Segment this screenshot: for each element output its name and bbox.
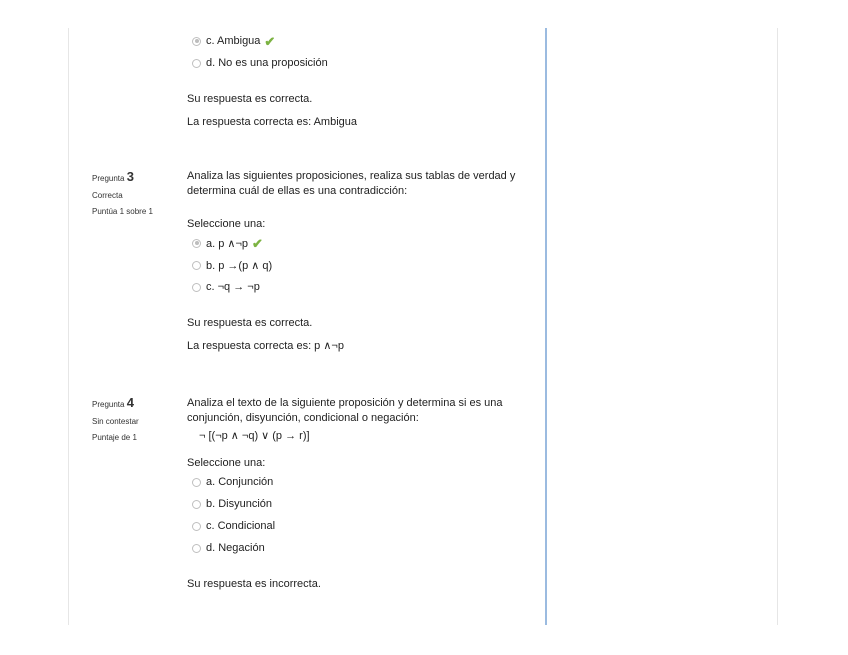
question-2-content — [187, 30, 357, 130]
radio-icon[interactable] — [192, 522, 201, 531]
option-label: d. Negación — [206, 542, 265, 554]
select-prompt: Seleccione una: — [187, 218, 266, 230]
column-divider — [545, 28, 547, 625]
left-border — [68, 28, 69, 625]
q2-right-answer: La respuesta correcta es: Ambigua — [187, 116, 357, 128]
q4-option-d[interactable] — [192, 537, 522, 559]
radio-icon[interactable] — [192, 59, 201, 68]
q4-feedback: Su respuesta es incorrecta. — [187, 578, 321, 590]
option-label: c. Ambigua — [206, 35, 261, 47]
q4-option-b[interactable] — [192, 493, 522, 515]
question-label: Pregunta — [92, 174, 125, 183]
q3-option-b[interactable] — [192, 254, 522, 276]
q3-right-answer: La respuesta correcta es: p ∧¬p — [187, 340, 344, 352]
question-state: Sin contestar — [92, 416, 139, 426]
q2-option-c[interactable] — [192, 30, 357, 52]
question-number: 3 — [126, 169, 134, 184]
q3-feedback: Su respuesta es correcta. — [187, 317, 313, 329]
option-label: a. Conjunción — [206, 476, 274, 488]
select-prompt: Seleccione una: — [187, 457, 266, 469]
question-4-content — [187, 396, 522, 592]
radio-icon[interactable] — [192, 500, 201, 509]
question-formula: ¬ [(¬p ∧ ¬q) ∨ (p → r)] — [199, 430, 310, 442]
q4-option-a[interactable] — [192, 471, 522, 493]
question-grade: Puntaje de 1 — [92, 433, 137, 443]
check-icon: ✔ — [252, 235, 263, 251]
radio-icon[interactable] — [192, 37, 201, 46]
question-number: 4 — [126, 395, 134, 410]
question-text: Analiza el texto de la siguiente proposición y determina si es una conjunción, disyunción, condicional o negación: — [187, 397, 503, 424]
radio-icon[interactable] — [192, 261, 201, 270]
option-label: b. Disyunción — [206, 498, 273, 510]
option-label: c. Condicional — [206, 520, 276, 532]
check-icon: ✔ — [264, 33, 276, 49]
option-label: c. ¬q → ¬p — [206, 281, 260, 293]
question-label: Pregunta — [92, 400, 125, 409]
q3-option-a[interactable] — [192, 232, 522, 254]
radio-icon[interactable] — [192, 283, 201, 292]
radio-icon[interactable] — [192, 544, 201, 553]
question-grade: Puntúa 1 sobre 1 — [92, 207, 153, 217]
option-label: a. p ∧¬p — [206, 237, 248, 250]
q2-feedback: Su respuesta es correcta. — [187, 93, 313, 105]
q4-option-c[interactable] — [192, 515, 522, 537]
radio-icon[interactable] — [192, 239, 201, 248]
question-state: Correcta — [92, 190, 123, 200]
option-label: d. No es una proposición — [206, 57, 328, 69]
question-3-content — [187, 169, 522, 354]
q3-option-c[interactable] — [192, 276, 522, 298]
right-border — [777, 28, 778, 625]
radio-icon[interactable] — [192, 478, 201, 487]
q2-option-d[interactable] — [192, 52, 357, 74]
question-3-info — [92, 169, 153, 217]
question-4-info — [92, 395, 139, 443]
option-label: b. p →(p ∧ q) — [206, 259, 273, 272]
question-text: Analiza las siguientes proposiciones, realiza sus tablas de verdad y determina cuál de ellas es una contradicción: — [187, 170, 516, 197]
